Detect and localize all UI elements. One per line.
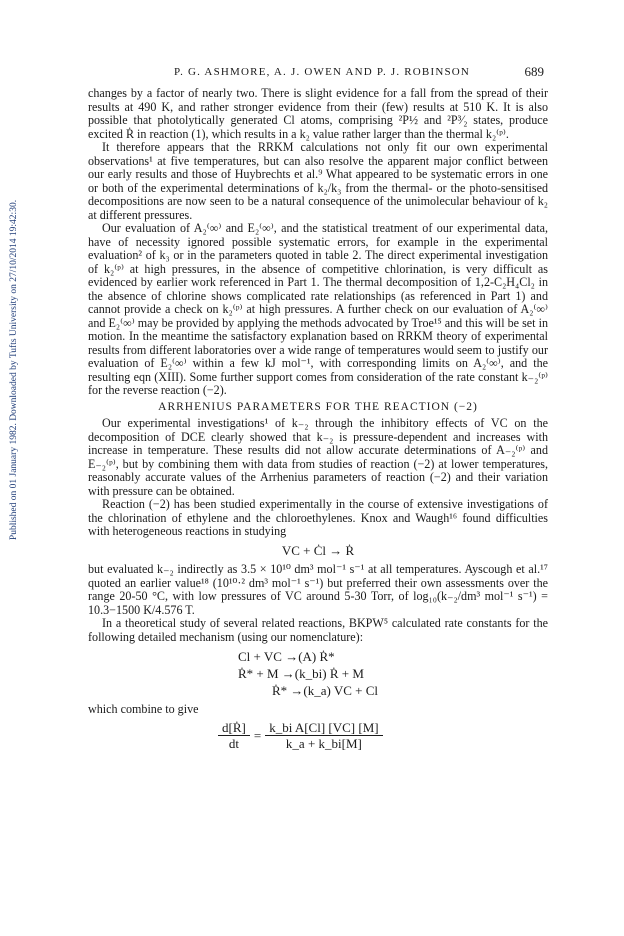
mechanism-block: [238, 648, 548, 699]
running-header: [88, 64, 544, 82]
rate-lhs-numerator: d[Ṙ]: [218, 721, 250, 737]
rate-equation: [218, 721, 548, 751]
rate-rhs-numerator: k_bi A[Cl] [VC] [M]: [265, 721, 382, 737]
paragraph-5: Reaction (−2) has been studied experimentally in the course of extensive investigations of the chlorination of ethylene and the chloroethylenes. Knox and Waugh¹⁶ found difficulties with heterogeneous reactions in studying: [88, 497, 548, 538]
article-body: [88, 87, 548, 751]
rate-rhs: [265, 721, 382, 751]
download-watermark: [4, 160, 24, 580]
reaction-equation: VC + Ċl → Ṙ: [281, 542, 355, 558]
mechanism-step-3: Ṙ* →(k_a) VC + Cl: [272, 683, 379, 698]
rate-lhs-denominator: dt: [228, 736, 239, 751]
mechanism-step-2: Ṙ* + M →(k_bi) Ṙ + M: [238, 666, 364, 681]
paragraph-6: but evaluated k₋₂ indirectly as 3.5 × 10¹⁰ dm³ mol⁻¹ s⁻¹ at all temperatures. Ayscough et al.¹⁷ quoted an earlier value¹⁸ (10¹⁰·² dm³ mol⁻¹ s⁻¹) but preferred their own assessments over the range 20-50 °C, with low pressures of VC around 5-30 Torr, of log₁₀(k₋₂/dm³ mol⁻¹ s⁻¹) = 10.3−1500 K/4.576 T.: [88, 562, 548, 617]
paragraph-7: In a theoretical study of several related reactions, BKPW⁵ calculated rate constants for the following detailed mechanism (using our nomenclature):: [88, 616, 548, 644]
section-heading: ARRHENIUS PARAMETERS FOR THE REACTION (−2): [158, 400, 478, 413]
paragraph-1: changes by a factor of nearly two. There is slight evidence for a fall from the spread of their results at 490 K, and rather stronger evidence from their (few) results at 510 K. It is also possible that photolytically generated Cl atoms, comprising ²P½ and ²P³⁄₂ states, produce excited Ṙ in reaction (1), which results in a k₂ value rather larger than the thermal k₂⁽ᵖ⁾.: [88, 86, 548, 141]
equals-sign: =: [253, 727, 262, 743]
rate-rhs-denominator: k_a + k_bi[M]: [285, 736, 362, 751]
download-watermark-text: Published on 01 January 1982. Downloaded by Tufts University on 27/10/2014 19:42:30.: [9, 199, 19, 541]
page-number: 689: [524, 64, 544, 79]
header-authors: P. G. ASHMORE, A. J. OWEN AND P. J. ROBINSON: [174, 66, 471, 78]
paragraph-4: Our experimental investigations¹ of k₋₂ through the inhibitory effects of VC on the decomposition of DCE clearly showed that k₋₂ is pressure-dependent and increases with increase in temperature. These results did not allow accurate determinations of A₋₂⁽ᵖ⁾ and E₋₂⁽ᵖ⁾, but by combining them with data from studies of reaction (−2) at lower temperatures, reasonably accurate values of the Arrhenius parameters of reaction (−2) and their variation with pressure can be obtained.: [88, 416, 548, 498]
paragraph-2: It therefore appears that the RRKM calculations not only fit our own experimental observations¹ at five temperatures, but can also resolve the apparent major conflict between our early results and those of Huybrechts et al.⁹ What appeared to be systematic errors in one or both of the experimental determinations of k₂/k₃ from the thermal- or the photo-sensitised decompositions are now seen to be a natural consequence of the unimolecular behaviour of k₂ at different pressures.: [88, 140, 548, 222]
mechanism-step-1: Cl + VC →(A) Ṙ*: [238, 649, 335, 664]
paragraph-3: Our evaluation of A₂⁽∞⁾ and E₂⁽∞⁾, and the statistical treatment of our experimental data, have of necessity ignored possible systematic errors, for example in the experimental evaluation² of k₃ or in the parameters quoted in table 2. The direct experimental investigation of k₂⁽ᵖ⁾ at high pressures, in the absence of competitive chlorination, is very difficult as evidenced by earlier work referenced in Part 1. The thermal decomposition of 1,2-C₂H₄Cl₂ in the absence of chlorine shows complicated rate relationships (as referenced in Part 1) and cannot provide a check on k₂⁽ᵖ⁾ at high pressures. A further check on our evaluation of A₂⁽∞⁾ and E₂⁽∞⁾ may be provided by applying the methods advocated by Troe¹⁵ and this will be set in motion. In the meantime the satisfactory explanation based on RRKM theory of experimental results from different laboratories over a wide range of temperatures would seem to justify our evaluation of E₂⁽∞⁾ within a few kJ mol⁻¹, with corresponding limits on A₂⁽∞⁾, and the resulting eqn (XIII). Some further support comes from consideration of the rate constant k₋₂⁽ᵖ⁾ for the reverse reaction (−2).: [88, 221, 548, 397]
rate-lhs: [218, 721, 250, 751]
combine-text: which combine to give: [88, 702, 199, 716]
